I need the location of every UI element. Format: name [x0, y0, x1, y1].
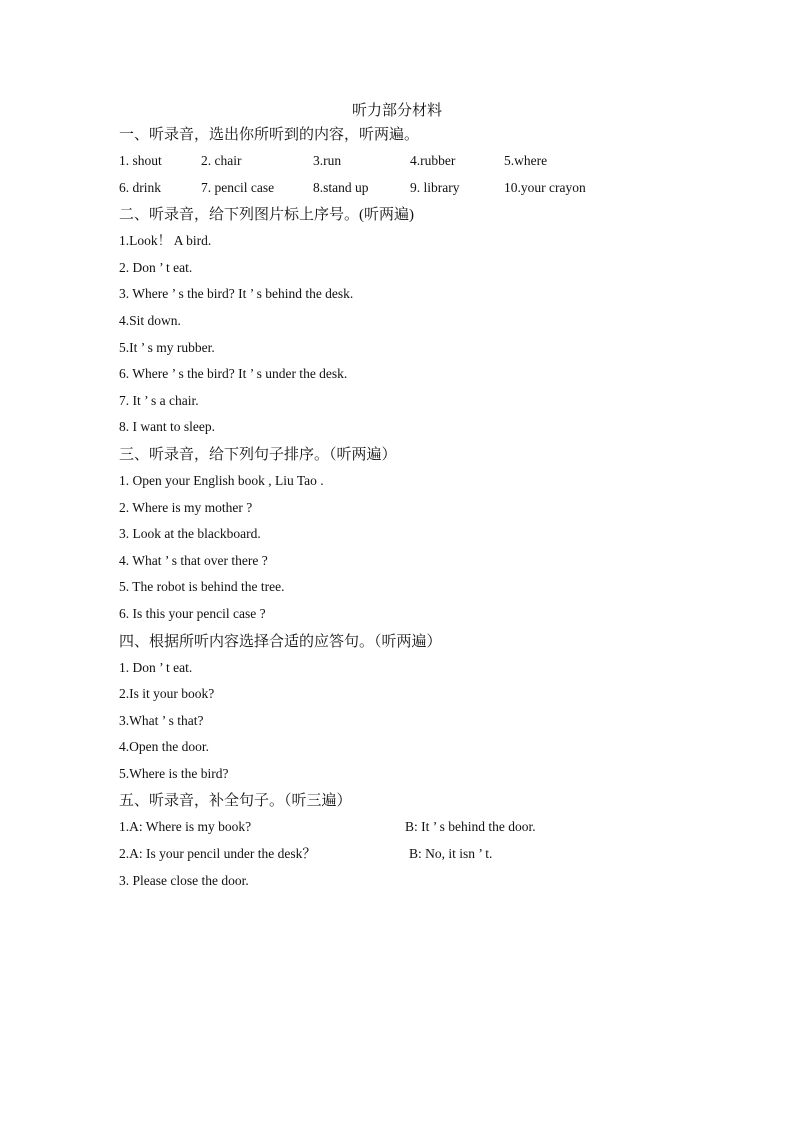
section-3-item: 3. Look at the blackboard. — [119, 526, 261, 542]
word-item: 2. chair — [201, 153, 242, 168]
section-1-heading: 一、听录音，选出你所听到的内容，听两遍。 — [119, 127, 420, 143]
dialog-answer: B: It ’ s behind the door. — [405, 819, 536, 835]
section-4-item: 4.Open the door. — [119, 739, 209, 755]
dialog-line-3: 3. Please close the door. — [119, 872, 249, 888]
word-item: 5.where — [504, 153, 548, 168]
dialog-question: 1.A: Where is my book? — [119, 819, 252, 835]
word-item: 10.your crayon — [504, 179, 586, 195]
section-2-item: 5.It ’ s my rubber. — [119, 339, 215, 355]
section-2-item: 2. Don ’ t eat. — [119, 259, 193, 275]
section-3-heading: 三、听录音，给下列句子排序。（听两遍） — [119, 446, 397, 463]
word-item: 3.run — [313, 153, 342, 168]
section-2-item: 7. It ’ s a chair. — [119, 392, 199, 408]
section-2-heading: 二、听录音，给下列图片标上序号。(听两遍) — [119, 207, 414, 224]
section-4-heading: 四、根据所听内容选择合适的应答句。（听两遍） — [119, 633, 442, 650]
section-2-item: 4.Sit down. — [119, 312, 181, 328]
section-2-item: 8. I want to sleep. — [119, 419, 215, 435]
document-title: 听力部分材料 — [351, 103, 442, 119]
section-3-item: 5. The robot is behind the tree. — [119, 579, 285, 595]
worksheet-body — [119, 124, 679, 897]
dialog-line-1 — [119, 817, 679, 844]
word-item: 6. drink — [119, 179, 161, 195]
dialog-line-2 — [119, 844, 679, 871]
dialog-answer: B: No, it isn ’ t. — [409, 846, 493, 862]
section-1-row-1 — [119, 151, 679, 178]
dialog-question: 2.A: Is your pencil under the desk？ — [119, 846, 316, 862]
word-item: 9. library — [410, 179, 460, 195]
word-item: 7. pencil case — [201, 179, 275, 195]
section-4-item: 1. Don ’ t eat. — [119, 659, 193, 675]
word-item: 8.stand up — [313, 179, 369, 195]
word-item: 4.rubber — [410, 153, 456, 168]
section-2-item: 3. Where ’ s the bird? It ’ s behind the desk. — [119, 286, 354, 302]
section-3-item: 6. Is this your pencil case ? — [119, 605, 266, 621]
section-2-item: 6. Where ’ s the bird? It ’ s under the desk. — [119, 366, 348, 382]
section-4-item: 5.Where is the bird? — [119, 765, 229, 781]
word-item: 1. shout — [119, 153, 162, 168]
section-3-item: 4. What ’ s that over there ? — [119, 552, 268, 568]
section-2-item: 1.Look！ A bird. — [119, 233, 212, 249]
section-1-row-2 — [119, 178, 679, 205]
section-3-item: 2. Where is my mother ? — [119, 499, 253, 515]
section-4-item: 2.Is it your book? — [119, 686, 215, 702]
section-4-item: 3.What ’ s that? — [119, 712, 204, 728]
section-3-item: 1. Open your English book , Liu Tao . — [119, 472, 324, 488]
section-5-heading: 五、听录音，补全句子。（听三遍） — [119, 793, 352, 810]
